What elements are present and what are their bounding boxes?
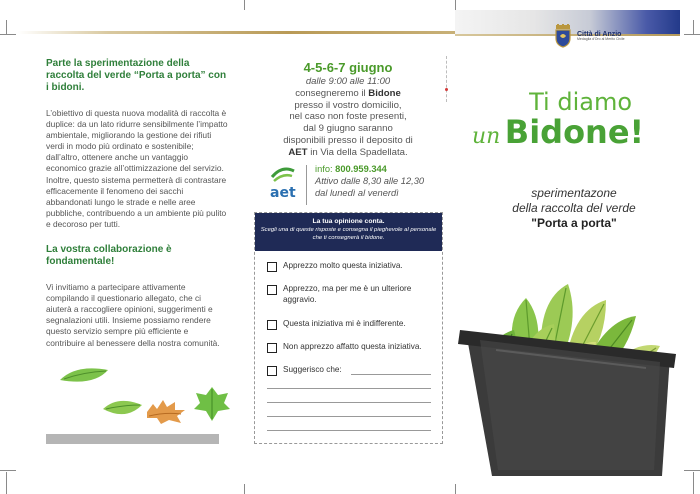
coat-of-arms-icon [553, 24, 573, 48]
option-label: Non apprezzo affatto questa iniziativa. [283, 342, 422, 351]
subtitle [474, 186, 674, 231]
option-label: Apprezzo molto questa iniziativa. [283, 261, 403, 270]
phone-label: info: [315, 164, 336, 174]
aet-word: AET [288, 146, 308, 158]
survey-option[interactable] [267, 342, 433, 353]
intro-heading: Parte la sperimentazione della raccolta del verde “Porta a porta” con i bidoni. [46, 58, 227, 93]
survey-option[interactable] [267, 261, 433, 272]
green-bin-illustration [456, 280, 690, 480]
bidone-word: Bidone [368, 88, 401, 99]
delivery-line: disponibili presso il deposito di [283, 134, 413, 146]
delivery-line: nel caso non foste presenti, [289, 111, 407, 123]
logo-name: Città di Anzio [577, 30, 622, 38]
title-un: un [472, 124, 501, 149]
main-title [472, 88, 662, 150]
phone-days: dal lunedì al venerdì [315, 188, 399, 199]
title-bidone: Bidone! [504, 113, 645, 151]
suggestion-line[interactable] [267, 430, 431, 431]
aet-contact [268, 163, 424, 205]
delivery-line: dal 9 giugno saranno [303, 123, 393, 135]
gray-footer-bar [46, 434, 219, 444]
leaf-icon [56, 362, 116, 390]
red-dot [445, 88, 448, 91]
phone-hours: Attivo dalle 8,30 alle 12,30 [315, 176, 425, 187]
phone-line [315, 163, 424, 175]
city-logo [553, 24, 625, 48]
subtitle-porta-a-porta: "Porta a porta" [531, 216, 617, 230]
subtitle-line: della raccolta del verde [512, 201, 636, 215]
leaf-icon [100, 395, 146, 421]
delivery-dates: 4-5-6-7 giugno [303, 60, 393, 75]
delivery-line: consegneremo il [295, 88, 369, 99]
collaboration-heading: La vostra collaborazione è fondamentale! [46, 244, 172, 268]
delivery-hours: dalle 9:00 alle 11:00 [305, 76, 391, 87]
autumn-leaf-icon [143, 396, 189, 426]
crop-mark [455, 0, 456, 10]
collaboration-paragraph: Vi invitiamo a partecipare attivamente compilando il questionario allegato, che ci aiuterà a raccogliere opinioni, suggerimenti e segnalazioni utili. Insieme possiamo rendere questo servizio sempre più efficiente e contribuire al benessere della nostra comunità. [46, 282, 220, 348]
option-label: Questa iniziativa mi è indifferente. [283, 319, 406, 328]
checkbox[interactable] [267, 320, 277, 330]
survey-subtitle: Scegli una di queste risposte e consegna il pieghevole al personale che ti consegnerà il bidone. [260, 227, 437, 241]
left-column [46, 58, 228, 349]
survey-form [254, 212, 443, 444]
crop-mark [244, 0, 245, 10]
aet-logo-text: aet [270, 185, 296, 201]
survey-title: La tua opinione conta. [312, 218, 385, 225]
title-ti-diamo: Ti diamo [529, 88, 632, 116]
suggestion-line[interactable] [267, 416, 431, 417]
delivery-line: presso il vostro domicilio, [294, 99, 402, 111]
top-gold-band [18, 31, 468, 34]
fold-line [446, 56, 447, 102]
divider [306, 165, 307, 205]
checkbox[interactable] [267, 366, 277, 376]
option-label: Suggerisco che: [283, 365, 342, 374]
intro-paragraph: L’obiettivo di questa nuova modalità di raccolta è duplice: da un lato ridurre sensibilmente l’impatto ambientale, migliorando la gestione dei rifiuti verdi in modo più ordinato e sostenibile; dall’altro, ottenere anche un vantaggio economico grazie all’ottimizzazione del servizio. Inoltre, questo sistema permetterà di contrastare efficacemente il fenomeno dei sacchi abbandonati lungo le strade e nelle aree pubbliche, contribuendo a un ambiente più pulito e decoroso per tutti. [46, 108, 228, 229]
crop-mark [6, 472, 7, 494]
suggestion-line[interactable] [351, 374, 431, 375]
delivery-line: in Via della Spadellata. [307, 146, 408, 158]
crop-mark [693, 472, 694, 494]
delivery-info [262, 60, 434, 158]
suggestion-line[interactable] [267, 388, 431, 389]
survey-option[interactable] [267, 284, 433, 305]
delivery-text [262, 88, 434, 158]
suggestion-line[interactable] [267, 402, 431, 403]
crop-mark [693, 20, 694, 34]
logo-tagline: Medaglia d'Oro al Merito Civile [577, 36, 625, 41]
checkbox[interactable] [267, 262, 277, 272]
crop-mark [455, 484, 456, 494]
phone-number[interactable]: 800.959.344 [335, 164, 387, 174]
crop-mark [244, 484, 245, 494]
survey-option[interactable] [267, 319, 433, 330]
subtitle-line: sperimentazone [531, 186, 617, 200]
option-label: Apprezzo, ma per me è un ulteriore aggravio. [283, 284, 412, 304]
survey-header [255, 213, 442, 251]
crop-mark [6, 20, 7, 34]
aet-logo [268, 163, 298, 203]
crop-mark [0, 34, 16, 35]
crop-mark [684, 34, 700, 35]
crop-mark [0, 470, 16, 471]
checkbox[interactable] [267, 285, 277, 295]
leaf-icon [192, 385, 232, 423]
checkbox[interactable] [267, 343, 277, 353]
